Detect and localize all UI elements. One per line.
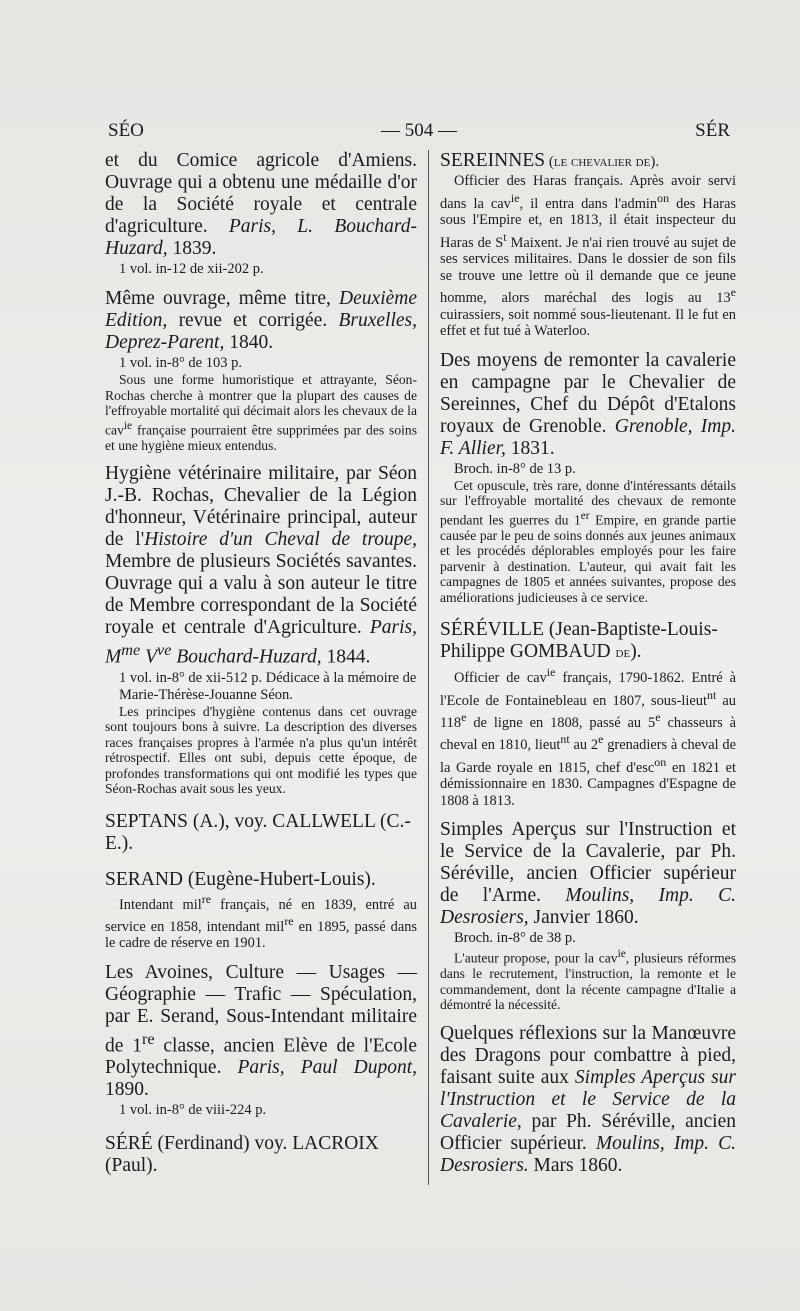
- entry-second-ed-desc: 1 vol. in-8° de 103 p.: [119, 355, 242, 371]
- author-serand: SERAND (Eugène-Hubert-Louis).: [105, 868, 376, 890]
- entry-sere: SÉRÉ (Ferdinand) voy. LACROIX (Paul).: [105, 1133, 379, 1177]
- entry-simples-desc: Broch. in-8° de 38 p.: [454, 930, 576, 947]
- author-sereinnes: SEREINNES (le chevalier de).: [440, 150, 660, 171]
- entry-moyens-note: Cet opuscule, très rare, donne d'intéressants détails sur l'effroyable mortalité des chevaux de remonte pendant les guerres du 1er Empire, en grande partie causée par le peu de soins donnés aux jeunes animaux et les procédés déplorables employés pour les faire parvenir à destination. L'auteur, qui avait fait les campagnes de 1805 et années suivantes, propose des améliorations judicieuses à ce service.: [440, 477, 737, 605]
- author-sereville: SÉRÉVILLE (Jean-Baptiste-Louis-Philippe GOMBAUD de).: [440, 619, 718, 663]
- author-serand-bio: Intendant mil$^{re}$ français, né en 1839, entré au service en 1858, intendant mil$^{re}$ en 1895, passé dans le cadre de réserve en 1901.: [105, 891, 418, 952]
- entry-moyens-desc: Broch. in-8° de 13 p.: [454, 460, 576, 477]
- column-divider: [428, 150, 429, 1185]
- entry-avoines-desc: 1 vol. in-8° de viii-224 p.: [119, 1102, 267, 1119]
- header-left: SÉO: [108, 120, 144, 141]
- header-right: SÉR: [695, 120, 730, 141]
- author-sereville-bio: Officier de cav$^{ie}$ français, 1790-1862. Entré à l'Ecole de Fontainebleau en 1807, sous-lieut$^{nt}$ au 118e de ligne en 1808, passé au 5e chasseurs à cheval en 1810, lieut$^{nt}$ au 2e grenadiers à cheval de la Garde royale en 1815, chef d'esc$^{on}$ en 1821 et démissionnaire en 1830. Campagnes d'Espagne de 1808 à 1813.: [440, 665, 737, 809]
- entry-second-ed-title: Même ouvrage, même titre, Deuxième Edition, revue et corrigée. Bruxelles, Deprez-Parent, 1840.: [105, 288, 417, 353]
- entry-simples-note: L'auteur propose, pour la cav$^{ie}$, plusieurs réformes dans le recrutement, l'instruction, la remonte et le commandement, dont la récente campagne d'Italie a démontré la nécessité.: [440, 948, 736, 1013]
- entry-simples-title: Simples Aperçus sur l'Instruction et le Service de la Cavalerie, par Ph. Séréville, ancien Officier supérieur de l'Arme. Moulins, Imp. C. Desrosiers, Janvier 1860.: [440, 819, 736, 929]
- entry-hygiene-note: Les principes d'hygiène contenus dans cet ouvrage sont toujours bons à suivre. La description des diverses races françaises propres à l'armée n'a plus qu'un intérêt rétrospectif. Elles ont subi, depuis cette époque, de profondes transformations qui ont modifié les types que Séon-Rochas avait sous les yeux.: [105, 703, 417, 797]
- entry-comice-title: et du Comice agricole d'Amiens. Ouvrage qui a obtenu une médaille d'or de la Société royale et centrale d'agriculture. Paris, L. Bouchard-Huzard, 1839.: [105, 150, 417, 259]
- entry-comice-desc: 1 vol. in-12 de xii-202 p.: [119, 261, 264, 277]
- author-sereinnes-bio: Officier des Haras français. Après avoir servi dans la cav$^{ie}$, il entra dans l'admin$^{on}$ des Haras sous l'Empire et, en 1813, il était inspecteur du Haras de $S^t$ Maixent. Je n'ai rien trouvé au sujet de ses services militaires. Dans le dossier de son fils se trouve une lettre où il demande que ce jeune homme, alors maréchal des logis au 13e cuirassiers, soit nommé sous-lieutenant. Il le fut en effet et fut tué à Waterloo.: [440, 173, 737, 340]
- left-column: [105, 150, 417, 1177]
- entry-septans: SEPTANS (A.), voy. CALLWELL (C.-E.).: [105, 810, 411, 854]
- right-column: [440, 150, 736, 1177]
- entry-second-ed-note: Sous une forme humoristique et attrayante, Séon-Rochas cherche à montrer que la plupart des causes de l'effroyable mortalité qui décimait alors les chevaux de la cav$^{ie}$ française pourraient être supprimées par des soins et une hygiène mieux entendus.: [105, 372, 417, 453]
- entry-hygiene-title: Hygiène vétérinaire militaire, par Séon J.-B. Rochas, Chevalier de la Légion d'honneur, Vétérinaire principal, auteur de l'Histoire d'un Cheval de troupe, Membre de plusieurs Sociétés savantes. Ouvrage qui a valu à son auteur le titre de Membre correspondant de la Société royale et centrale d'Agriculture. Paris, $M^{me}$ $V^{ve}$ Bouchard-Huzard, 1844.: [105, 463, 417, 668]
- entry-avoines-title: Les Avoines, Culture — Usages — Géographie — Trafic — Spéculation, par E. Serand, Sous-Intendant militaire de 1re classe, ancien Elève de l'Ecole Polytechnique. Paris, Paul Dupont, 1890.: [105, 961, 417, 1101]
- entry-moyens-title: Des moyens de remonter la cavalerie en campagne par le Chevalier de Sereinnes, Chef du Dépôt d'Etalons royaux de Grenoble. Grenoble, Imp. F. Allier, 1831.: [440, 349, 736, 459]
- entry-quelques-title: Quelques réflexions sur la Manœuvre des Dragons pour combattre à pied, faisant suite aux Simples Aperçus sur l'Instruction et le Service de la Cavalerie, par Ph. Séréville, ancien Officier supérieur. Moulins, Imp. C. Desrosiers. Mars 1860.: [440, 1022, 736, 1176]
- entry-hygiene-desc: 1 vol. in-8° de xii-512 p. Dédicace à la mémoire de Marie-Thérèse-Jouanne Séon.: [119, 669, 417, 703]
- page-number: — 504 —: [381, 120, 457, 141]
